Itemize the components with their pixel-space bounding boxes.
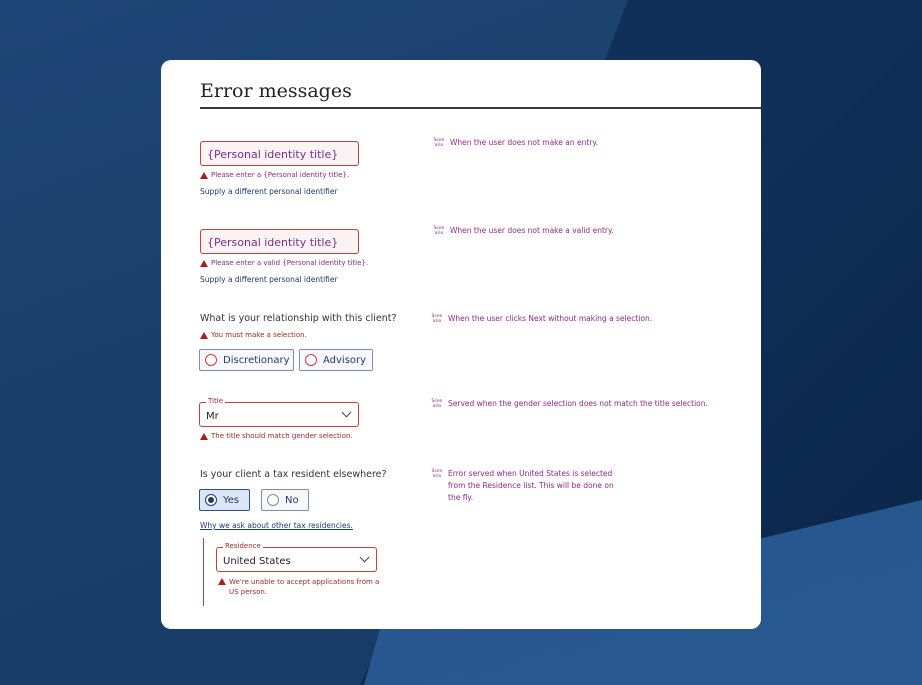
scenario-note <box>431 468 614 504</box>
supply-identifier-link[interactable]: Supply a different personal identifier <box>200 275 338 284</box>
option-advisory[interactable] <box>299 349 373 371</box>
residence-value: United States <box>223 556 291 567</box>
title-divider <box>200 107 761 109</box>
warning-icon <box>218 578 226 585</box>
residence-select[interactable] <box>216 542 377 572</box>
residence-legend: Residence <box>225 542 261 550</box>
error-text-line2: US person. <box>229 588 268 596</box>
radio-icon <box>205 354 217 366</box>
title-legend: Title <box>208 397 224 405</box>
scenario-note <box>433 137 598 149</box>
tax-resident-question: Is your client a tax resident elsewhere? <box>200 469 387 480</box>
error-message <box>218 577 379 597</box>
radio-icon <box>267 494 279 506</box>
option-discretionary[interactable] <box>199 349 294 371</box>
warning-icon <box>200 332 208 339</box>
scenario-tag: Scen ario <box>433 138 445 148</box>
radio-icon <box>305 354 317 366</box>
scenario-line3: the fly. <box>448 493 474 502</box>
scenario-text: When the user clicks Next without making a selection. <box>448 314 653 323</box>
personal-identity-input-empty[interactable] <box>200 141 359 166</box>
option-label: Advisory <box>323 354 367 366</box>
warning-icon <box>200 172 208 179</box>
error-text: Please enter a {Personal identity title}. <box>211 171 350 179</box>
error-text-line1: We're unable to accept applications from a <box>229 578 380 586</box>
warning-icon <box>200 433 208 440</box>
error-message <box>200 171 349 179</box>
nested-group-rule <box>203 538 204 606</box>
error-text: You must make a selection. <box>211 331 307 339</box>
page-title: Error messages <box>200 80 352 102</box>
scenario-line2: from the Residence list. This will be done on <box>448 481 614 490</box>
scenario-tag: Scen ario <box>431 399 443 409</box>
scenario-note <box>433 225 614 237</box>
supply-identifier-link[interactable]: Supply a different personal identifier <box>200 187 338 196</box>
error-message <box>200 259 368 267</box>
personal-identity-input-invalid[interactable] <box>200 229 359 254</box>
scenario-text: When the user does not make an entry. <box>450 138 599 147</box>
error-message <box>200 432 353 440</box>
error-messages-card <box>161 60 761 629</box>
error-text-block <box>229 577 379 597</box>
scenario-tag: Scen ario <box>431 314 443 324</box>
title-select[interactable] <box>199 397 359 427</box>
option-label: Discretionary <box>223 354 290 366</box>
title-value: Mr <box>206 411 219 422</box>
scenario-note <box>431 313 652 325</box>
scenario-text: When the user does not make a valid entry. <box>450 226 614 235</box>
option-no[interactable] <box>261 489 309 511</box>
error-text: The title should match gender selection. <box>211 432 353 440</box>
chevron-down-icon <box>360 553 370 563</box>
scenario-tag: Scen ario <box>431 469 443 479</box>
chevron-down-icon <box>342 408 352 418</box>
error-text: Please enter a valid {Personal identity title}. <box>211 259 369 267</box>
option-label: Yes <box>223 494 240 506</box>
field-value: {Personal identity title} <box>207 236 339 249</box>
error-message <box>200 331 307 339</box>
warning-icon <box>200 260 208 267</box>
scenario-line1: Error served when United States is selected <box>448 469 613 478</box>
scenario-note <box>431 398 708 410</box>
option-yes[interactable] <box>199 489 250 511</box>
radio-selected-icon <box>205 494 217 506</box>
scenario-text: Served when the gender selection does not match the title selection. <box>448 399 708 408</box>
scenario-text-block <box>448 468 614 504</box>
relationship-question: What is your relationship with this client? <box>200 313 397 324</box>
option-label: No <box>285 494 299 506</box>
tax-residencies-link[interactable]: Why we ask about other tax residencies. <box>200 521 353 530</box>
field-value: {Personal identity title} <box>207 148 339 161</box>
scenario-tag: Scen ario <box>433 226 445 236</box>
